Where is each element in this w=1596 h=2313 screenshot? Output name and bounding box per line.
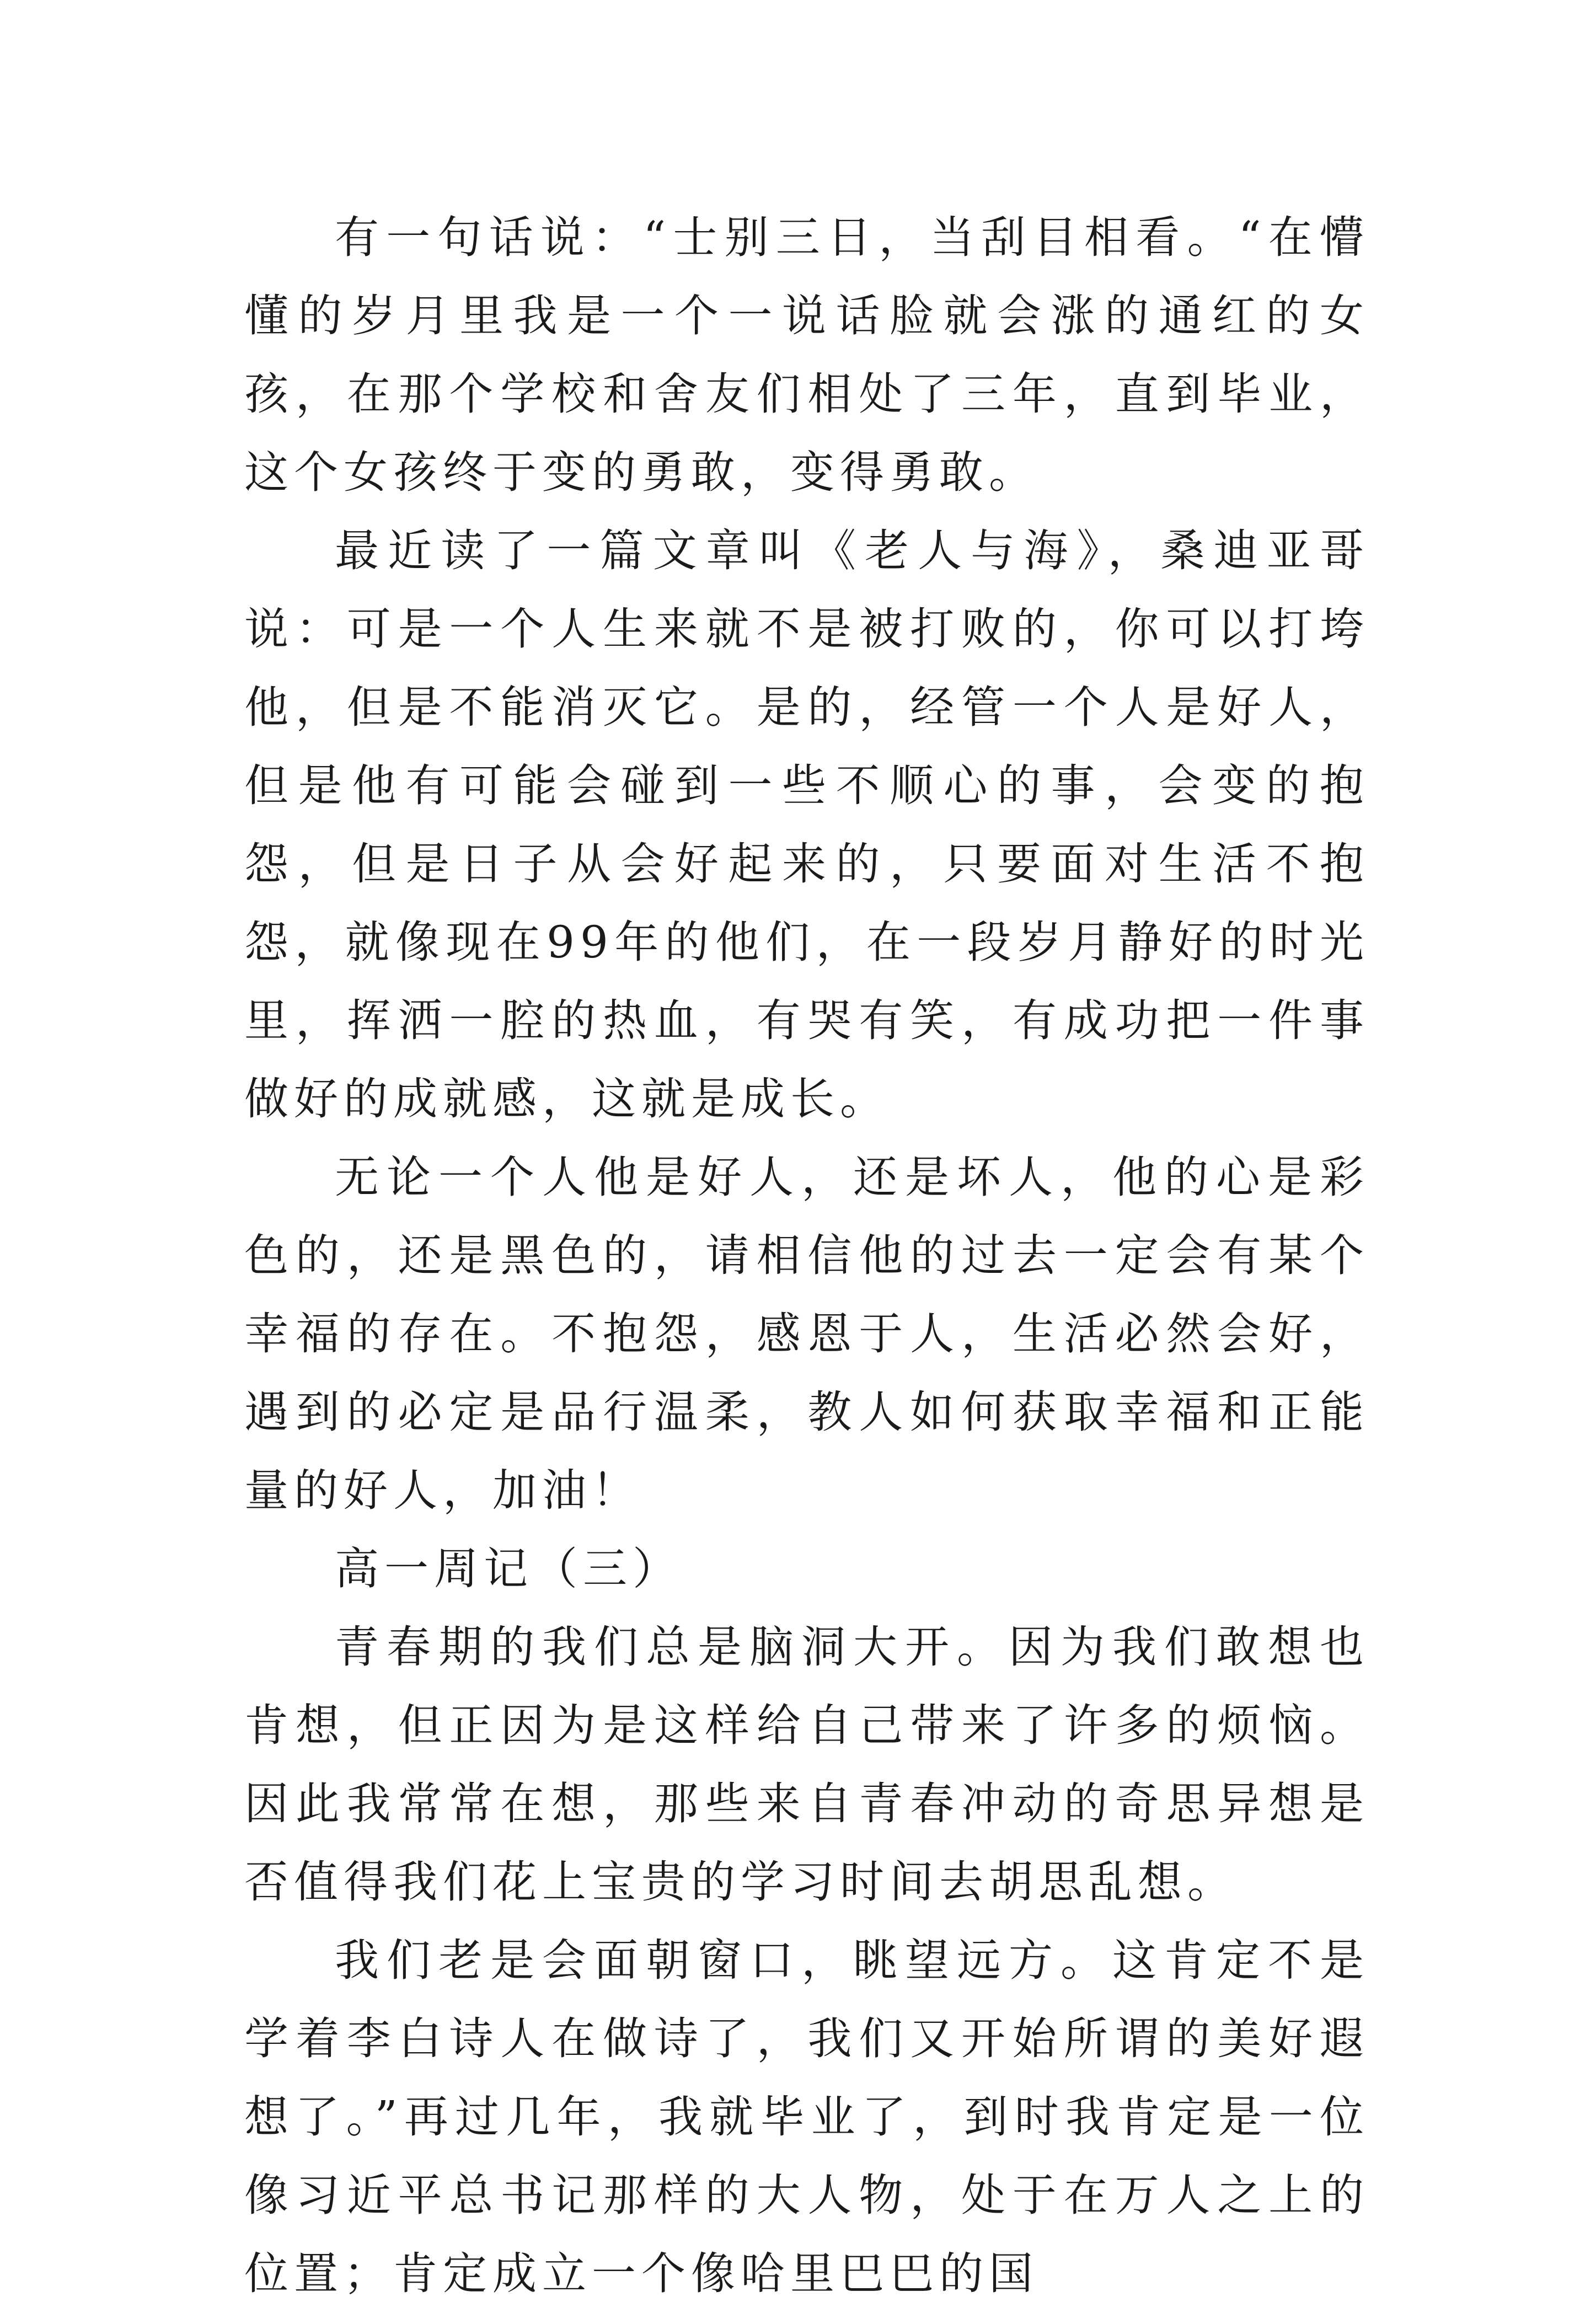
paragraph-1: 有一句话说：“士别三日，当刮目相看。“在懵懂的岁月里我是一个一说话脸就会涨的通红的女孩，在那个学校和舍友们相处了三年，直到毕业，这个女孩终于变的勇敢，变得勇敢。 (244, 212, 1369, 498)
paragraph-5: 我们老是会面朝窗口，眺望远方。这肯定不是学着李白诗人在做诗了，我们又开始所谓的美好遐想了。”再过几年，我就毕业了，到时我肯定是一位像习近平总书记那样的大人物，处于在万人之上的位置；肯定成立一个像哈里巴巴的国 (244, 1935, 1369, 2299)
paragraph-4: 青春期的我们总是脑洞大开。因为我们敢想也肯想，但正因为是这样给自己带来了许多的烦恼。因此我常常在想，那些来自青春冲动的奇思异想是否值得我们花上宝贵的学习时间去胡思乱想。 (244, 1621, 1369, 1908)
section-heading: 高一周记（三） (335, 1543, 682, 1594)
document-body (244, 199, 1369, 2313)
paragraph-2: 最近读了一篇文章叫《老人与海》，桑迪亚哥说：可是一个人生来就不是被打败的，你可以打垮他，但是不能消灭它。是的，经管一个人是好人，但是他有可能会碰到一些不顺心的事，会变的抱怨，但是日子从会好起来的，只要面对生活不抱怨，就像现在99年的他们，在一段岁月静好的时光里，挥洒一腔的热血，有哭有笑，有成功把一件事做好的成就感，这就是成长。 (244, 525, 1369, 1125)
paragraph-3: 无论一个人他是好人，还是坏人，他的心是彩色的，还是黑色的，请相信他的过去一定会有某个幸福的存在。不抱怨，感恩于人，生活必然会好，遇到的必定是品行温柔，教人如何获取幸福和正能量的好人，加油！ (244, 1152, 1369, 1516)
